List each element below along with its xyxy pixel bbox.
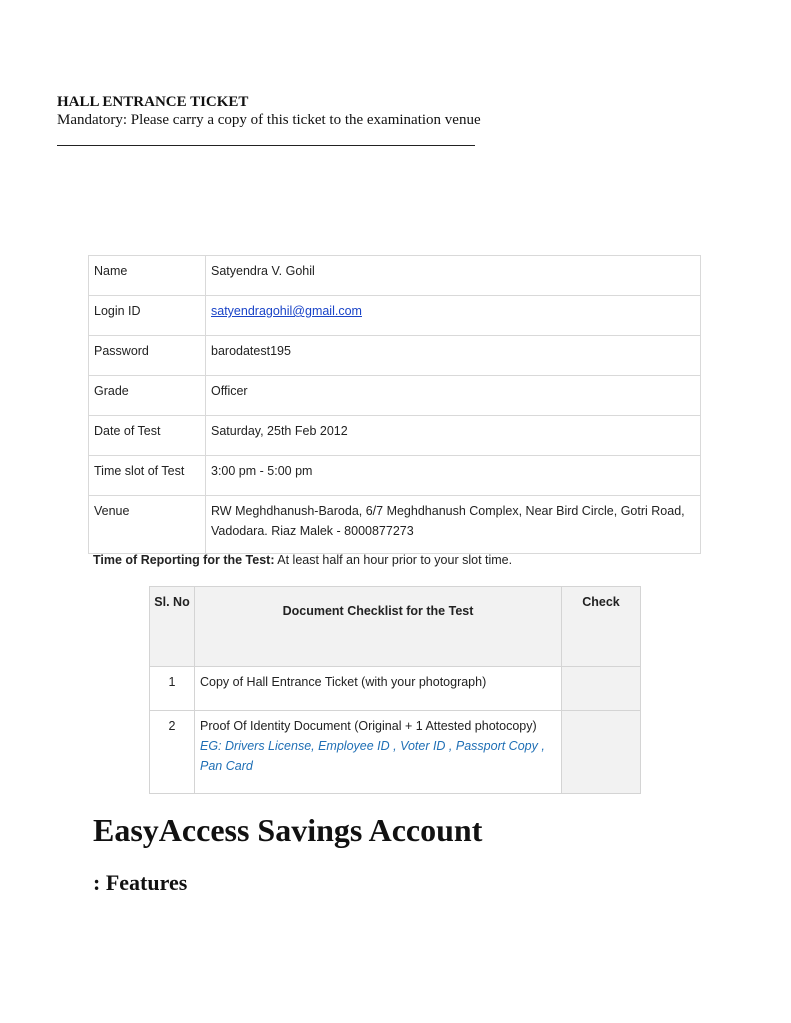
login-email-link[interactable]: satyendragohil@gmail.com bbox=[211, 304, 362, 318]
sl-no-header: Sl. No bbox=[150, 587, 195, 667]
reporting-time-note bbox=[93, 553, 512, 567]
candidate-info-table bbox=[88, 255, 701, 554]
reporting-label: Time of Reporting for the Test: bbox=[93, 553, 275, 567]
info-value: Satyendra V. Gohil bbox=[206, 256, 701, 296]
info-row-password bbox=[89, 336, 701, 376]
info-label: Time slot of Test bbox=[89, 456, 206, 496]
info-row-venue bbox=[89, 496, 701, 554]
divider-line bbox=[57, 145, 475, 146]
info-value: Officer bbox=[206, 376, 701, 416]
info-label: Date of Test bbox=[89, 416, 206, 456]
info-label: Login ID bbox=[89, 296, 206, 336]
checklist-row bbox=[150, 711, 641, 794]
ticket-instruction: Mandatory: Please carry a copy of this ticket to the examination venue bbox=[57, 112, 481, 128]
reporting-value: At least half an hour prior to your slot time. bbox=[274, 553, 513, 567]
info-value: Saturday, 25th Feb 2012 bbox=[206, 416, 701, 456]
checklist-header-row bbox=[150, 587, 641, 667]
info-label: Name bbox=[89, 256, 206, 296]
info-row-date bbox=[89, 416, 701, 456]
info-row-login bbox=[89, 296, 701, 336]
info-value bbox=[206, 296, 701, 336]
info-value: RW Meghdhanush-Baroda, 6/7 Meghdhanush Complex, Near Bird Circle, Gotri Road, Vadodara. Riaz Malek - 8000877273 bbox=[206, 496, 701, 554]
info-label: Venue bbox=[89, 496, 206, 554]
document-header: Document Checklist for the Test bbox=[195, 587, 562, 667]
checklist-row bbox=[150, 667, 641, 711]
info-value: barodatest195 bbox=[206, 336, 701, 376]
row-description-text: Proof Of Identity Document (Original + 1 Attested photocopy) bbox=[200, 719, 537, 733]
ticket-title: HALL ENTRANCE TICKET bbox=[57, 94, 249, 110]
info-label: Grade bbox=[89, 376, 206, 416]
info-row-time bbox=[89, 456, 701, 496]
info-row-grade bbox=[89, 376, 701, 416]
row-description-text: Copy of Hall Entrance Ticket (with your photograph) bbox=[200, 675, 487, 689]
check-header: Check bbox=[562, 587, 641, 667]
row-example-text: EG: Drivers License, Employee ID , Voter ID , Passport Copy , Pan Card bbox=[200, 739, 545, 773]
info-row-name bbox=[89, 256, 701, 296]
ticket-header bbox=[57, 93, 481, 129]
row-description bbox=[195, 667, 562, 711]
section-title: EasyAccess Savings Account bbox=[93, 812, 483, 848]
document-checklist-table bbox=[149, 586, 641, 794]
check-cell[interactable] bbox=[562, 711, 641, 794]
info-value: 3:00 pm - 5:00 pm bbox=[206, 456, 701, 496]
section-subtitle: : Features bbox=[93, 870, 188, 895]
row-description bbox=[195, 711, 562, 794]
row-number: 1 bbox=[150, 667, 195, 711]
check-cell[interactable] bbox=[562, 667, 641, 711]
info-label: Password bbox=[89, 336, 206, 376]
row-number: 2 bbox=[150, 711, 195, 794]
